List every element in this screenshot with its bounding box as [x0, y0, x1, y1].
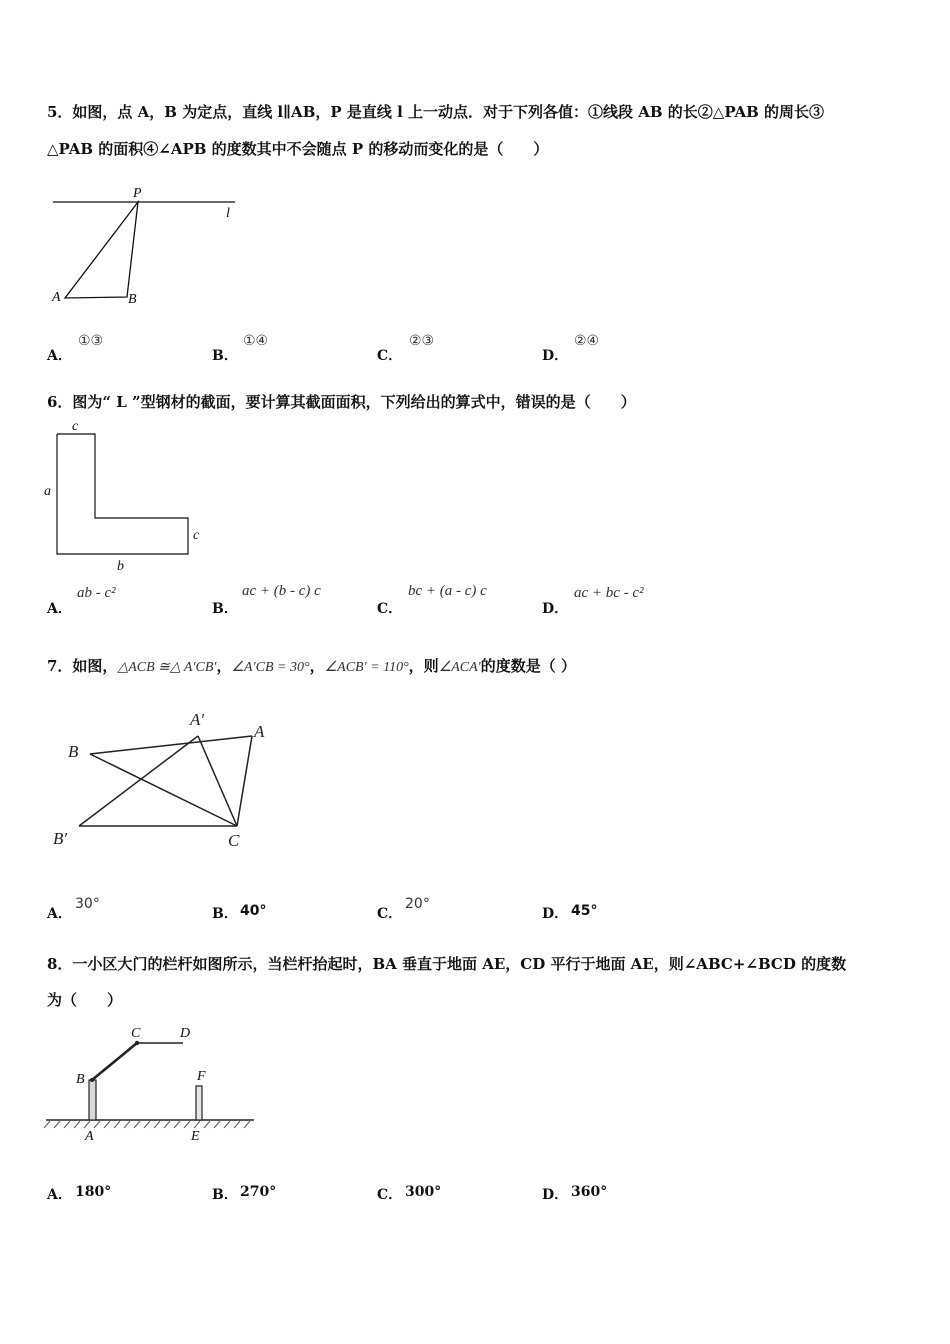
q7-condition-congruent: △ACB ≅△ A′CB′ [117, 660, 217, 675]
q6-label-a: a [44, 484, 51, 499]
q5-triangle-pab [65, 202, 138, 298]
q8-option-b-letter: B． [212, 1187, 238, 1203]
q7-sep1: ， [216, 657, 232, 675]
q8-post-ab [89, 1080, 96, 1120]
q8-option-a-value: 180° [75, 1184, 112, 1200]
q8-option-b-value: 270° [240, 1184, 277, 1200]
q7-label-a-prime: A′ [190, 710, 205, 729]
q6-option-d-value: ac + bc - c² [574, 585, 644, 601]
q7-figure [45, 700, 285, 860]
q6-option-b-value: ac + (b - c) c [242, 583, 321, 599]
q8-figure [40, 1020, 260, 1150]
q6-label-c-top: c [72, 419, 79, 434]
q7-target-angle: ∠ACA′ [438, 660, 481, 675]
q8-joint-b [90, 1078, 94, 1082]
q7-segment-b1a1 [79, 736, 198, 826]
q7-prefix: 7．如图， [47, 657, 118, 675]
q5-stem-line2: △PAB 的面积④∠APB 的度数其中不会随点 P 的移动而变化的是（ ） [47, 140, 549, 158]
q7-option-c-value: 20° [405, 896, 430, 912]
q8-option-d-value: 360° [571, 1184, 608, 1200]
q5-option-a-letter: A． [47, 348, 72, 364]
q5-option-d-value: ②④ [574, 333, 600, 349]
q6-label-c-right: c [193, 528, 200, 543]
q7-sep2: ， [309, 657, 325, 675]
q8-label-a: A [85, 1129, 94, 1144]
q5-option-a-value: ①③ [78, 333, 104, 349]
q6-label-b: b [117, 559, 124, 574]
q8-option-c-letter: C． [377, 1187, 403, 1203]
q5-label-a: A [52, 290, 61, 305]
q8-joint-c [135, 1041, 139, 1045]
q7-label-a: A [254, 722, 265, 741]
q8-label-f: F [197, 1069, 206, 1084]
q6-option-d-letter: D． [542, 601, 569, 617]
q8-label-d: D [180, 1026, 191, 1041]
q6-stem: 6．图为“ L ”型钢材的截面，要计算其截面面积，下列给出的算式中，错误的是（ ） [47, 393, 636, 411]
q8-ground-hatch [44, 1121, 250, 1128]
q7-suffix: 的度数是（ ） [480, 657, 576, 675]
q7-option-a-value: 30° [75, 896, 100, 912]
q7-stem [47, 656, 576, 678]
q7-label-b: B [68, 742, 79, 761]
q8-stem-line1: 8．一小区大门的栏杆如图所示，当栏杆抬起时，BA 垂直于地面 AE，CD 平行于地面 AE，则∠ABC+∠BCD 的度数 [47, 955, 847, 973]
q7-option-d-letter: D． [542, 906, 569, 922]
q6-option-a-value: ab - c² [77, 585, 116, 601]
q6-option-a-letter: A． [47, 601, 72, 617]
q7-option-b-value: 40° [240, 903, 267, 919]
q5-stem-line1: 5．如图，点 A，B 为定点，直线 l∥AB，P 是直线 l 上一动点．对于下列各值：①线段 AB 的长②△PAB 的周长③ [47, 103, 825, 121]
q8-label-e: E [191, 1129, 200, 1144]
q7-segment-ac [237, 736, 252, 826]
q6-option-c-value: bc + (a - c) c [408, 583, 487, 599]
q7-condition-angle-a1cb: ∠A′CB = 30° [231, 660, 310, 675]
q7-option-b-letter: B． [212, 906, 238, 922]
q7-label-b-prime: B′ [53, 829, 68, 848]
q8-option-d-letter: D． [542, 1187, 569, 1203]
q7-option-c-letter: C． [377, 906, 403, 922]
q8-option-c-value: 300° [405, 1184, 442, 1200]
q7-segment-a1c [198, 736, 237, 826]
q7-label-c: C [228, 831, 240, 850]
q5-option-c-letter: C． [377, 348, 403, 364]
q7-option-a-letter: A． [47, 906, 72, 922]
q8-bar-bc [92, 1043, 137, 1080]
q8-option-a-letter: A． [47, 1187, 72, 1203]
q8-stem-line2: 为（ ） [47, 991, 123, 1009]
q6-option-c-letter: C． [377, 601, 403, 617]
q5-option-b-letter: B． [212, 348, 238, 364]
q5-figure [45, 180, 245, 310]
q8-label-c: C [131, 1026, 141, 1041]
q7-segment-ba [90, 736, 252, 754]
q8-label-b: B [76, 1072, 85, 1087]
q7-mid: ，则 [408, 657, 439, 675]
q5-label-l: l [226, 206, 230, 221]
q5-label-b: B [128, 292, 137, 307]
q5-option-d-letter: D． [542, 348, 569, 364]
q6-figure [40, 416, 210, 576]
q7-option-d-value: 45° [571, 903, 598, 919]
q6-l-shape [57, 434, 188, 554]
q5-option-b-value: ①④ [243, 333, 269, 349]
q6-option-b-letter: B． [212, 601, 238, 617]
q5-option-c-value: ②③ [409, 333, 435, 349]
q7-condition-angle-acb1: ∠ACB′ = 110° [324, 660, 409, 675]
q5-label-p: P [133, 186, 142, 201]
q7-segment-bc [90, 754, 237, 826]
q8-post-ef [196, 1086, 202, 1120]
